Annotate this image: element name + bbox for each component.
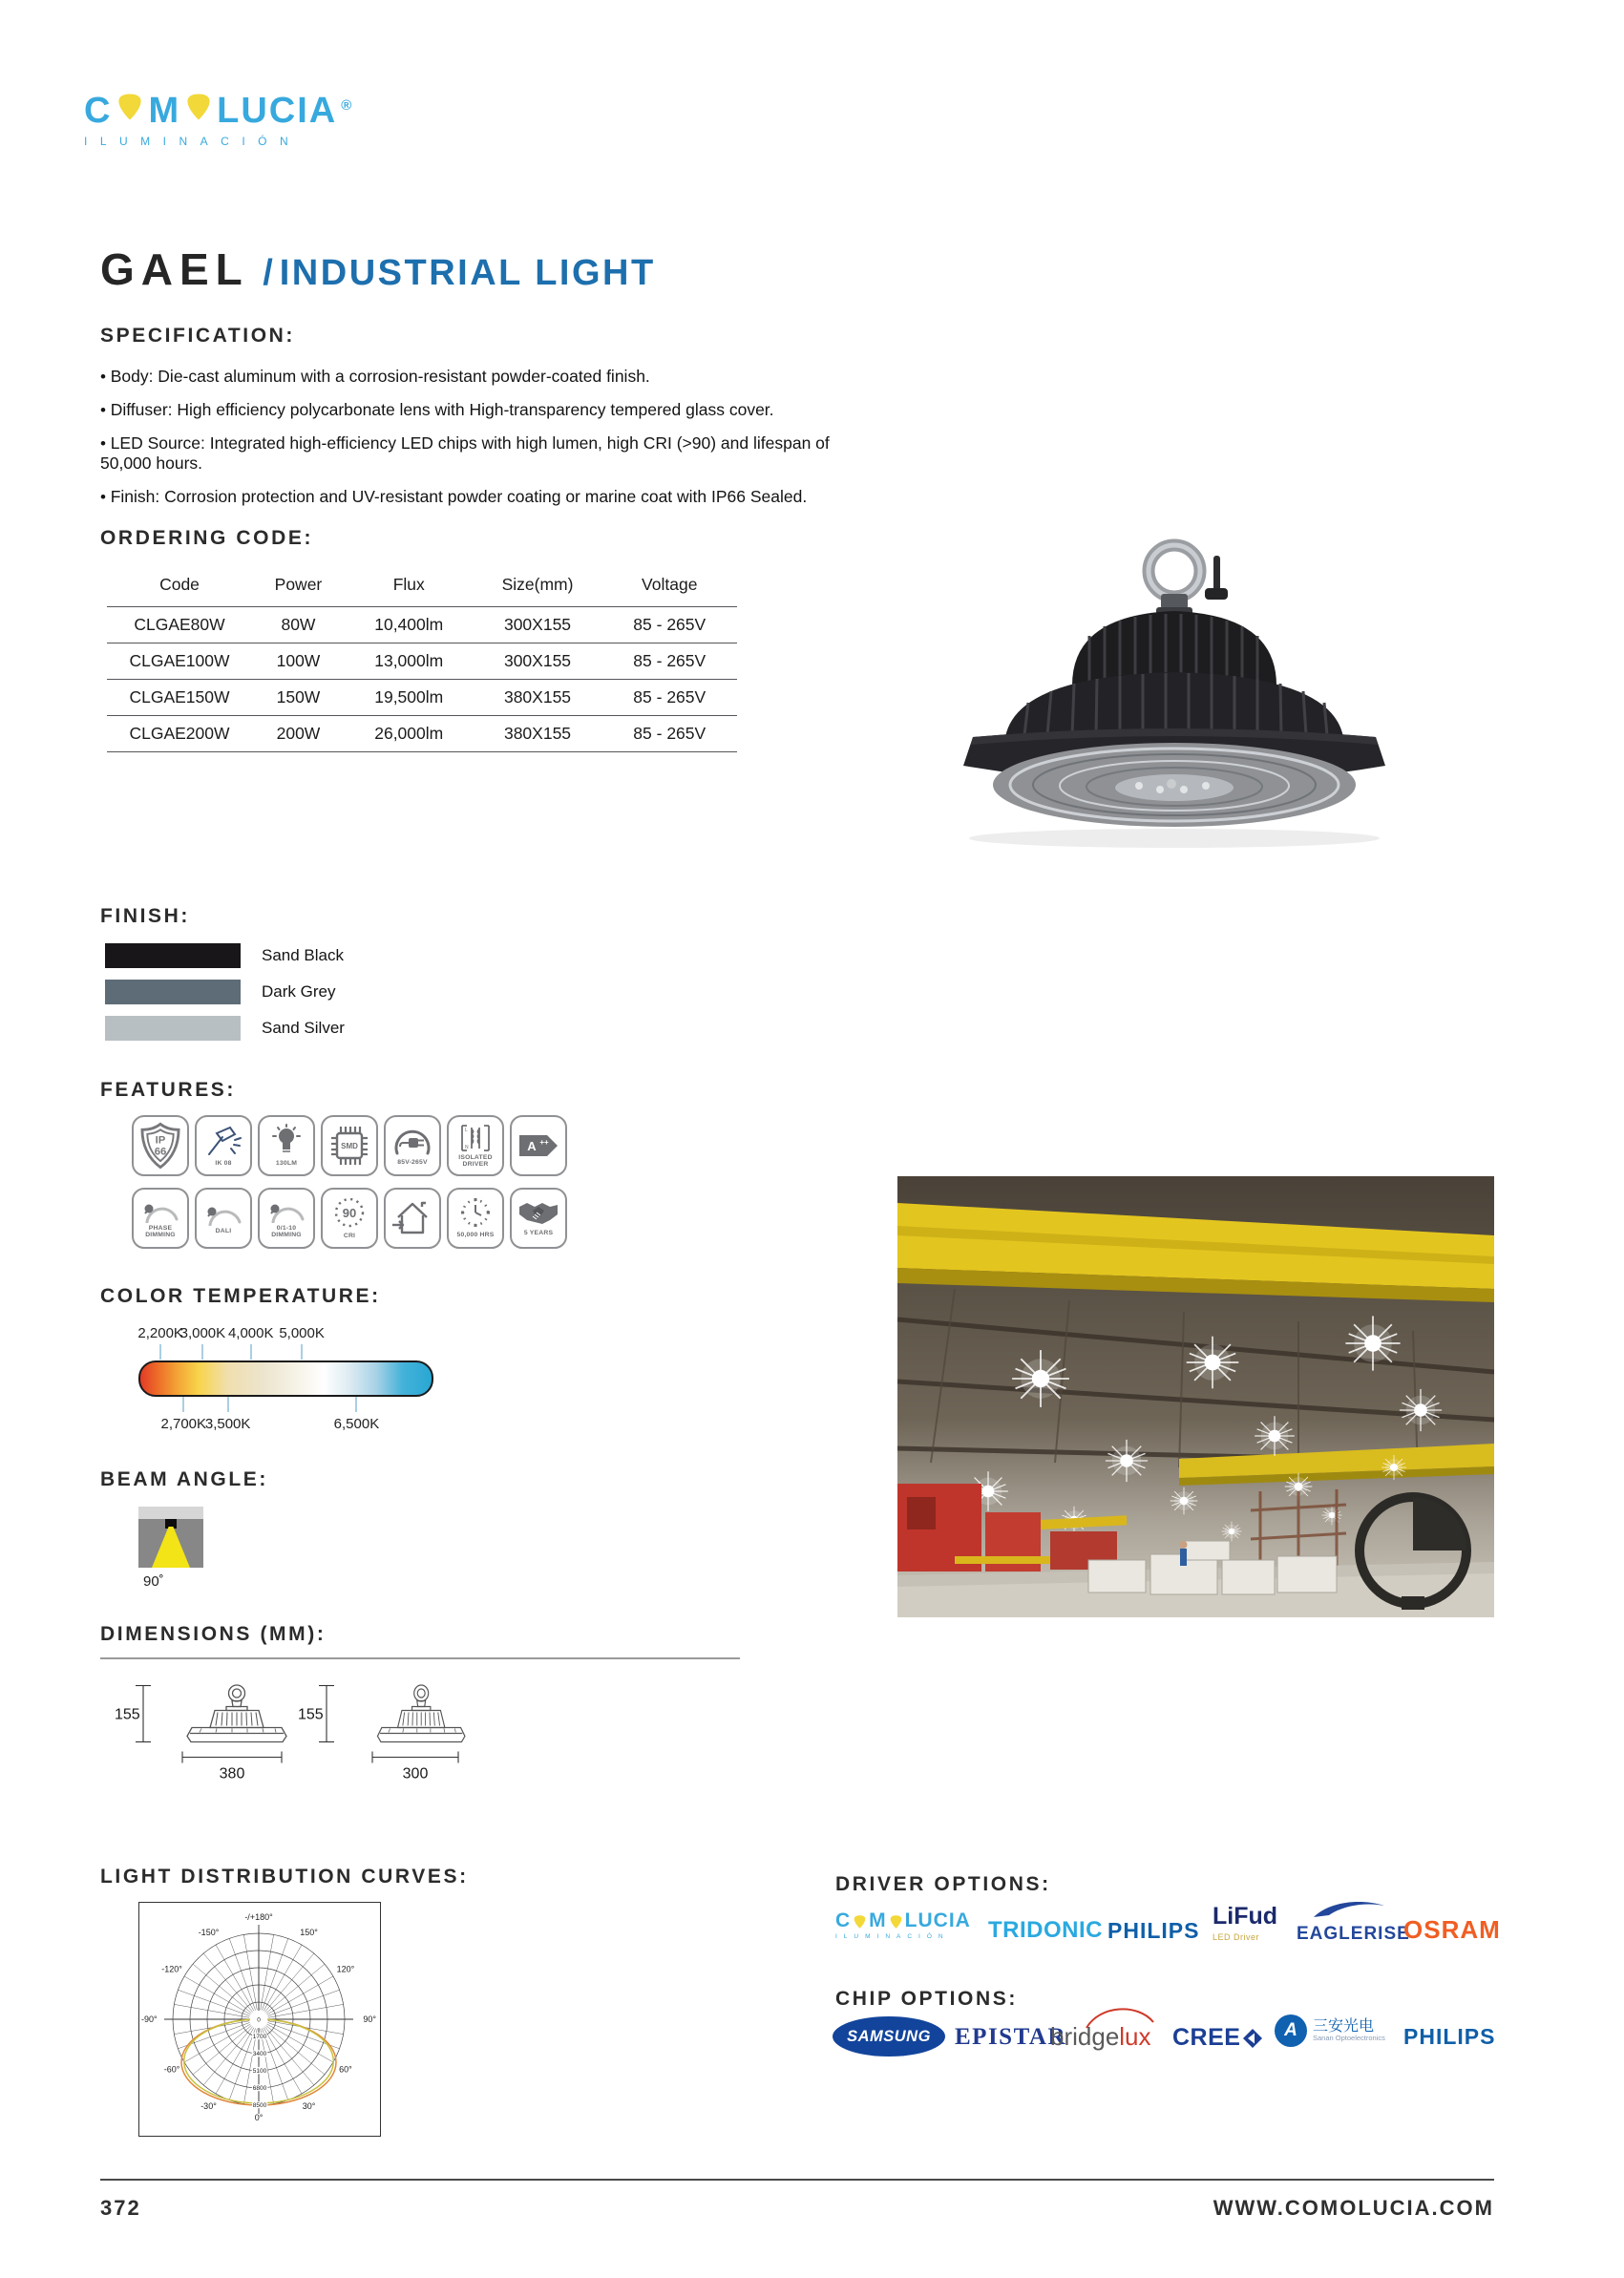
product-category: INDUSTRIAL LIGHT: [279, 253, 656, 293]
logo-letter: C: [835, 1909, 852, 1931]
dimmer-dial-icon: [266, 1198, 306, 1223]
cell-size: 300X155: [474, 607, 602, 643]
sanan-a-mark: A: [1275, 2014, 1307, 2047]
finish-option: [105, 943, 345, 968]
chip-logo-bridgelux: [1050, 2003, 1165, 2052]
handshake-icon: [517, 1199, 559, 1228]
svg-text:N: N: [465, 1144, 469, 1150]
chip-options-heading: CHIP OPTIONS:: [835, 1988, 1018, 2010]
svg-text:IP: IP: [155, 1134, 166, 1147]
clock-icon: [456, 1197, 495, 1230]
cct-label: 3,500K: [204, 1416, 251, 1432]
spec-bullet: • Body: Die-cast aluminum with a corrosion-resistant powder-coated finish.: [100, 367, 864, 387]
dimension-drawing-300: [296, 1673, 496, 1797]
beam-angle-value: 90˚: [143, 1573, 164, 1590]
footer-rule: [100, 2179, 1494, 2181]
dimmer-dial-icon: [203, 1201, 243, 1226]
website-link[interactable]: WWW.COMOLUCIA.COM: [1213, 2196, 1494, 2220]
spec-bullet: • Finish: Corrosion protection and UV-resistant powder coating or marine coat with IP66 Sealed.: [100, 487, 864, 507]
feature-isolated-driver: [447, 1115, 504, 1176]
hammer-icon: [203, 1124, 243, 1158]
chip-logo-samsung: [833, 2016, 945, 2057]
feature-label: 130LM: [275, 1160, 298, 1168]
svg-text:-120°: -120°: [161, 1964, 182, 1974]
cell-flux: 13,000lm: [345, 643, 474, 680]
beam-angle-heading: BEAM ANGLE:: [100, 1468, 268, 1490]
feature-label: 0/1-10 DIMMING: [271, 1224, 302, 1238]
lifud-sub: LED Driver: [1213, 1932, 1260, 1942]
feature-label: ISOLATED DRIVER: [458, 1153, 493, 1168]
logo-pick-icon: [184, 92, 213, 127]
feature-label: 50,000 HRS: [456, 1232, 495, 1239]
svg-text:-30°: -30°: [200, 2100, 217, 2111]
cell-power: 100W: [252, 643, 345, 680]
sanan-chinese: 三安光电: [1313, 2018, 1375, 2035]
feature-ip66: [132, 1115, 189, 1176]
col-header: Flux: [392, 575, 425, 594]
dim-height: 155: [298, 1706, 324, 1723]
svg-text:-90°: -90°: [141, 2014, 158, 2024]
feature-label: PHASE DIMMING: [145, 1224, 176, 1238]
specification-heading: SPECIFICATION:: [100, 325, 296, 347]
feature-voltage: [384, 1115, 441, 1176]
driver-logo-osram: OSRAM: [1403, 1915, 1501, 1944]
col-header: Power: [274, 575, 323, 594]
specification-list: [100, 367, 864, 520]
feature-label: IK 08: [215, 1160, 232, 1168]
svg-text:5100: 5100: [252, 2068, 267, 2075]
ip66-shield-icon: [139, 1122, 181, 1170]
cell-flux: 10,400lm: [345, 607, 474, 643]
feature-cri90: [321, 1188, 378, 1249]
light-distribution-chart: [138, 1902, 381, 2137]
table-row: [107, 643, 737, 680]
beam-angle-icon: [138, 1507, 203, 1568]
cct-tick: [301, 1344, 303, 1360]
svg-text:6800: 6800: [252, 2085, 267, 2092]
cell-code: CLGAE100W: [107, 643, 252, 680]
dim-width: 300: [402, 1765, 429, 1782]
cree-wordmark: CREE: [1172, 2024, 1241, 2051]
svg-text:60°: 60°: [339, 2064, 352, 2075]
color-swatch: [105, 1016, 241, 1041]
registered-mark: ®: [341, 97, 352, 114]
title-separator: /: [263, 253, 276, 293]
brand-tagline: ILUMINACIÓN: [84, 135, 302, 148]
svg-text:120°: 120°: [336, 1964, 355, 1974]
logo-letters: LUCIA: [217, 91, 338, 131]
bulb-icon: [267, 1124, 306, 1158]
sanan-english: Sanan Optoelectronics: [1313, 2034, 1385, 2042]
page-title: [100, 243, 656, 295]
finish-options: [105, 943, 345, 1052]
cell-code: CLGAE150W: [107, 680, 252, 716]
bridgelux-red: lux: [1119, 2022, 1151, 2051]
page-number: 372: [100, 2196, 141, 2220]
cell-size: 380X155: [474, 716, 602, 752]
svg-text:++: ++: [539, 1138, 549, 1147]
driver-logo-eaglerise: [1297, 1898, 1410, 1945]
chip-logo-epistar: EPISTAR: [955, 2024, 1067, 2050]
cct-label: 6,500K: [333, 1416, 380, 1432]
cell-flux: 19,500lm: [345, 680, 474, 716]
color-swatch: [105, 943, 241, 968]
feature-130lm: [258, 1115, 315, 1176]
cell-voltage: 85 - 265V: [602, 716, 738, 752]
logo-pick-icon: [853, 1914, 867, 1930]
brand-tagline: ILUMINACIÓN: [835, 1933, 950, 1940]
logo-pick-icon: [889, 1914, 903, 1930]
product-photo-ufo-highbay: [893, 516, 1446, 850]
brand-logo: [84, 92, 351, 148]
color-swatch: [105, 980, 241, 1004]
cct-tick: [227, 1397, 229, 1412]
feature-ik08: [195, 1115, 252, 1176]
feature-indoor: [384, 1188, 441, 1249]
color-temperature-bar: [138, 1360, 433, 1397]
samsung-wordmark: SAMSUNG: [847, 2027, 931, 2045]
color-temperature-scale-bottom: [138, 1395, 430, 1452]
dim-height: 155: [115, 1706, 140, 1723]
table-row: [107, 680, 737, 716]
feature-label: CRI: [343, 1233, 356, 1240]
table-header-row: [107, 569, 737, 607]
cct-tick: [159, 1344, 161, 1360]
cell-voltage: 85 - 265V: [602, 680, 738, 716]
feature-dali: [195, 1188, 252, 1249]
cree-diamond-icon: [1242, 2028, 1263, 2049]
svg-text:A: A: [527, 1139, 537, 1153]
cct-tick: [355, 1397, 357, 1412]
spec-bullet: • Diffuser: High efficiency polycarbonate lens with High-transparency tempered glass cover.: [100, 400, 864, 420]
dimmer-dial-icon: [140, 1198, 180, 1223]
transformer-icon: [456, 1124, 495, 1152]
svg-text:0: 0: [257, 2016, 261, 2024]
svg-text:-150°: -150°: [198, 1928, 220, 1938]
cell-code: CLGAE200W: [107, 716, 252, 752]
cct-tick: [201, 1344, 203, 1360]
chip-logo-sanan: [1275, 2014, 1385, 2047]
cct-label: 3,000K: [179, 1325, 226, 1341]
finish-heading: FINISH:: [100, 905, 191, 927]
product-name: GAEL: [100, 244, 249, 294]
svg-text:SMD: SMD: [341, 1142, 358, 1150]
svg-text:30°: 30°: [302, 2100, 316, 2111]
divider-rule: [100, 1657, 740, 1659]
dimension-drawing-380: [113, 1673, 313, 1797]
logo-letter: M: [148, 91, 181, 131]
feature-warranty: [510, 1188, 567, 1249]
driver-logo-tridonic: TRIDONIC: [988, 1917, 1103, 1943]
spec-bullet: • LED Source: Integrated high-efficiency LED chips with high lumen, high CRI (>90) and lifespan of 50,000 hours.: [100, 433, 864, 474]
feature-50000hrs: [447, 1188, 504, 1249]
driver-logo-philips: PHILIPS: [1107, 1918, 1200, 1943]
svg-text:90: 90: [342, 1206, 357, 1221]
svg-text:3400: 3400: [252, 2051, 267, 2057]
col-header: Size(mm): [501, 575, 574, 594]
logo-letters: LUCIA: [904, 1909, 971, 1931]
cell-flux: 26,000lm: [345, 716, 474, 752]
cct-label: 2,700K: [160, 1416, 207, 1432]
plug-gauge-icon: [391, 1125, 433, 1157]
finish-option: [105, 980, 345, 1004]
smd-chip-icon: [327, 1123, 371, 1169]
driver-logo-lifud: [1213, 1903, 1278, 1948]
dim-width: 380: [219, 1765, 245, 1782]
feature-smd: [321, 1115, 378, 1176]
swatch-label: Dark Grey: [262, 982, 336, 1001]
cell-power: 150W: [252, 680, 345, 716]
cell-code: CLGAE80W: [107, 607, 252, 643]
feature-label: 5 YEARS: [523, 1230, 554, 1237]
application-photo-factory: [897, 1176, 1494, 1617]
cell-size: 380X155: [474, 680, 602, 716]
svg-text:90°: 90°: [363, 2014, 376, 2024]
chip-logo-philips: PHILIPS: [1403, 2024, 1496, 2049]
lifud-wordmark: LiFud: [1213, 1903, 1278, 1930]
ordering-code-table: [107, 569, 737, 752]
svg-text:L: L: [465, 1127, 468, 1133]
light-cone: [152, 1527, 190, 1568]
table-row: [107, 607, 737, 643]
eaglerise-wordmark: EAGLERISE: [1297, 1924, 1410, 1944]
logo-letter: C: [84, 91, 113, 131]
feature-energy-class: [510, 1115, 567, 1176]
cri-circle-icon: [330, 1196, 369, 1231]
cct-label: 5,000K: [279, 1325, 325, 1341]
col-header: Code: [159, 575, 200, 594]
cell-voltage: 85 - 265V: [602, 643, 738, 680]
driver-logo-comolucia: [835, 1911, 971, 1940]
swatch-label: Sand Silver: [262, 1019, 345, 1037]
cct-label: 2,200K: [137, 1325, 183, 1341]
svg-text:66: 66: [154, 1146, 167, 1158]
svg-text:-/+180°: -/+180°: [244, 1912, 273, 1922]
cct-tick: [250, 1344, 252, 1360]
svg-text:1700: 1700: [252, 2034, 267, 2040]
logo-pick-icon: [116, 92, 144, 127]
bridgelux-grey: bridge: [1050, 2022, 1120, 2051]
cct-tick: [182, 1397, 184, 1412]
dimensions-heading: DIMENSIONS (MM):: [100, 1623, 327, 1645]
cell-voltage: 85 - 265V: [602, 607, 738, 643]
driver-options-heading: DRIVER OPTIONS:: [835, 1873, 1051, 1895]
color-temperature-heading: COLOR TEMPERATURE:: [100, 1285, 381, 1307]
svg-text:0°: 0°: [254, 2113, 264, 2122]
swatch-label: Sand Black: [262, 946, 344, 964]
cell-size: 300X155: [474, 643, 602, 680]
table-row: [107, 716, 737, 752]
svg-text:-60°: -60°: [163, 2064, 180, 2075]
chip-logo-cree: [1172, 2024, 1263, 2052]
svg-text:8500: 8500: [252, 2102, 267, 2109]
house-icon: [390, 1196, 434, 1240]
feature-phase-dimming: [132, 1188, 189, 1249]
cell-power: 200W: [252, 716, 345, 752]
distribution-heading: LIGHT DISTRIBUTION CURVES:: [100, 1866, 469, 1888]
features-heading: FEATURES:: [100, 1079, 237, 1101]
feature-0-1-10-dimming: [258, 1188, 315, 1249]
eaglerise-swoosh-icon: [1297, 1898, 1402, 1919]
feature-label: DALI: [215, 1228, 232, 1235]
logo-letter: M: [869, 1909, 887, 1931]
ordering-code-heading: ORDERING CODE:: [100, 527, 314, 549]
cell-power: 80W: [252, 607, 345, 643]
ceiling-strip: [138, 1507, 203, 1519]
finish-option: [105, 1016, 345, 1041]
col-header: Voltage: [642, 575, 698, 594]
cct-label: 4,000K: [227, 1325, 274, 1341]
svg-text:150°: 150°: [300, 1928, 318, 1938]
energy-class-icon: [517, 1132, 560, 1159]
feature-label: 85V-265V: [397, 1159, 428, 1167]
